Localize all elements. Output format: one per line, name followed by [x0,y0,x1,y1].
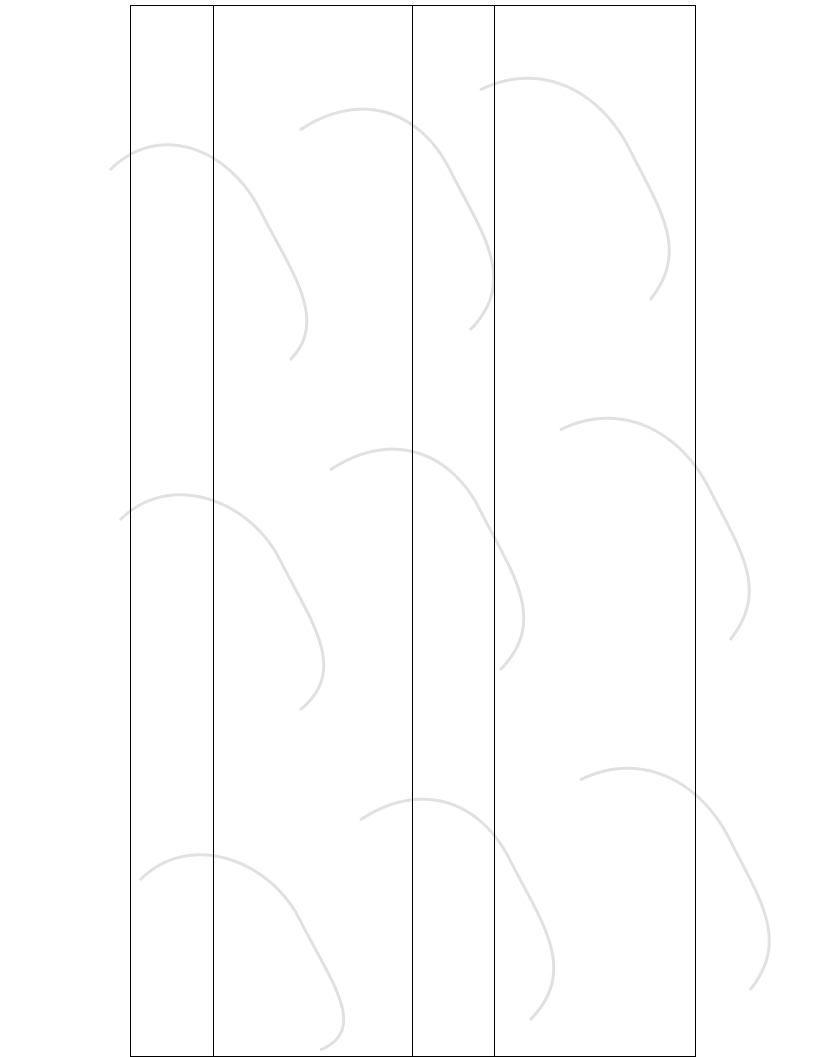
comparison-table-frame [130,5,696,1057]
column-divider-2 [412,6,413,1056]
column-divider-3 [494,6,495,1056]
column-divider-1 [213,6,214,1056]
